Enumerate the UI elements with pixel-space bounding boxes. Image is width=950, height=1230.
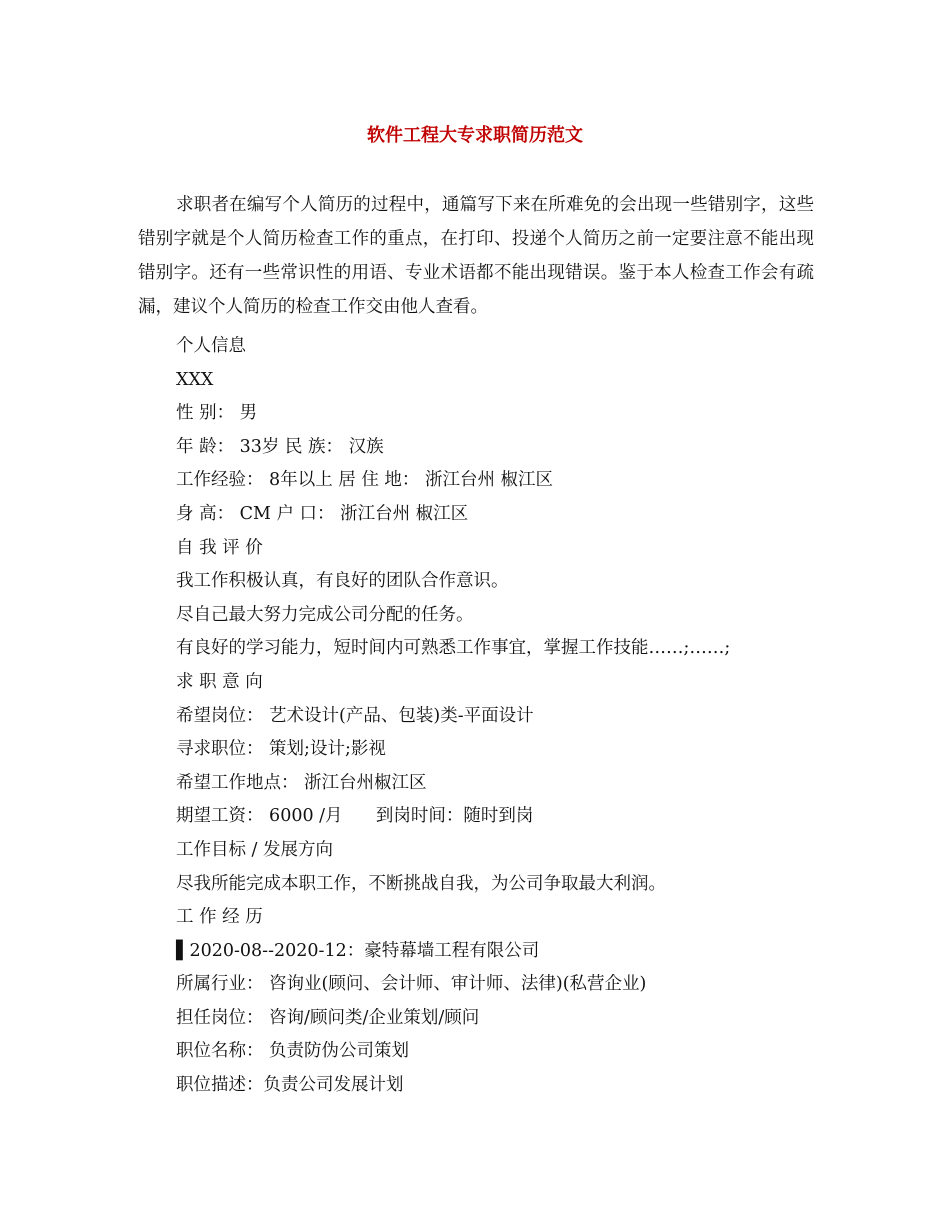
info-experience-residence: 工作经验： 8年以上 居 住 地： 浙江台州 椒江区: [176, 470, 554, 491]
candidate-name: XXX: [176, 369, 214, 390]
self-evaluation-line: 我工作积极认真，有良好的团队合作意识。: [176, 571, 509, 592]
resume-lines: [176, 330, 826, 1103]
goal-line: 尽我所能完成本职工作，不断挑战自我，为公司争取最大利润。: [176, 873, 666, 894]
work-entry-industry: 所属行业： 咨询业(顾问、会计师、审计师、法律)(私营企业): [176, 974, 647, 995]
intention-salary-start: 期望工资： 6000 /月 到岗时间：随时到岗: [176, 806, 534, 827]
intention-sought-role: 寻求职位： 策划;设计;影视: [176, 739, 386, 760]
intention-location: 希望工作地点： 浙江台州椒江区: [176, 772, 427, 793]
info-gender: 性 别： 男: [176, 403, 258, 424]
section-heading-work-experience: 工 作 经 历: [176, 907, 263, 928]
intro-paragraph: 求职者在编写个人简历的过程中，通篇写下来在所难免的会出现一些错别字，这些错别字就是个人简历检查工作的重点，在打印、投递个人简历之前一定要注意不能出现错别字。还有一些常识性的用语、专业术语都不能出现错误。鉴于本人检查工作会有疏漏，建议个人简历的检查工作交由他人查看。: [138, 195, 814, 317]
info-age-ethnicity: 年 龄： 33岁 民 族： 汉族: [176, 436, 384, 457]
info-height-hukou: 身 高： CM 户 口： 浙江台州 椒江区: [176, 503, 469, 524]
section-heading-job-intention: 求 职 意 向: [176, 671, 263, 692]
work-entry-post: 担任岗位： 咨询/顾问类/企业策划/顾问: [176, 1007, 480, 1028]
work-entry-job-title: 职位名称： 负责防伪公司策划: [176, 1041, 410, 1062]
work-entry-description: 职位描述：负责公司发展计划: [176, 1075, 404, 1096]
section-heading-personal-info: 个人信息: [176, 336, 246, 356]
document-title: 软件工程大专求职简历范文: [367, 125, 583, 146]
self-evaluation-line: 尽自己最大努力完成公司分配的任务。: [176, 604, 474, 625]
work-entry-period-company: ▌2020-08--2020-12：豪特幕墙工程有限公司: [176, 940, 540, 961]
section-heading-goals: 工作目标 / 发展方向: [176, 839, 334, 860]
section-heading-self-evaluation: 自 我 评 价: [176, 537, 263, 558]
intention-desired-position: 希望岗位： 艺术设计(产品、包装)类-平面设计: [176, 705, 534, 726]
self-evaluation-line: 有良好的学习能力，短时间内可熟悉工作事宜，掌握工作技能……;……;: [176, 638, 731, 659]
